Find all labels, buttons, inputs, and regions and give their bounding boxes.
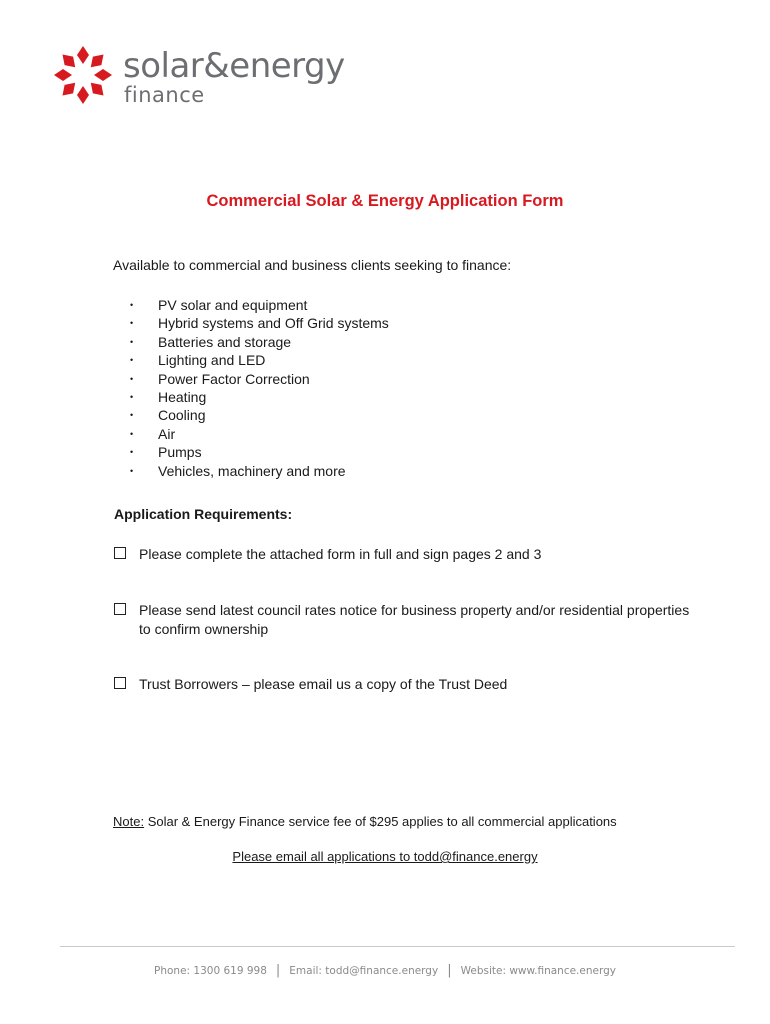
- requirements-heading: Application Requirements:: [114, 506, 293, 522]
- footer-contact: [0, 963, 770, 978]
- list-item-label: Pumps: [158, 444, 202, 461]
- note-label: Note:: [113, 814, 145, 829]
- intro-text: Available to commercial and business clients seeking to finance:: [113, 257, 512, 273]
- fee-note: [113, 814, 617, 829]
- note-text: Solar & Energy Finance service fee of $295 applies to all commercial applications: [144, 814, 617, 829]
- list-item: [130, 388, 389, 406]
- requirement-text: Please complete the attached form in full and sign pages 2 and 3: [139, 546, 542, 562]
- footer-separator: |: [447, 963, 452, 978]
- requirement-checkbox[interactable]: [114, 677, 126, 689]
- list-item-label: Lighting and LED: [158, 352, 266, 369]
- requirement-item-council-rates: [114, 601, 714, 639]
- requirement-text: Please send latest council rates notice for business property and/or residential properties to confirm ownership: [139, 602, 690, 637]
- requirement-text: Trust Borrowers – please email us a copy of the Trust Deed: [139, 676, 508, 692]
- requirement-checkbox[interactable]: [114, 547, 126, 559]
- bullet-icon: •: [130, 447, 134, 458]
- list-item: [130, 406, 389, 424]
- logo-sub-text: finance: [124, 83, 205, 107]
- bullet-icon: •: [130, 373, 134, 384]
- list-item-label: Heating: [158, 388, 207, 405]
- sun-logo-icon: [52, 44, 114, 106]
- list-item: [130, 443, 389, 461]
- bullet-icon: •: [130, 336, 134, 347]
- requirement-item-complete-form: [114, 545, 714, 564]
- list-item: [130, 351, 389, 369]
- list-item: [130, 333, 389, 351]
- bullet-icon: •: [130, 300, 134, 310]
- footer-divider: [60, 946, 735, 947]
- footer-email[interactable]: Email: todd@finance.energy: [289, 965, 439, 977]
- list-item-label: Power Factor Correction: [158, 370, 310, 387]
- requirement-item-trust-deed: [114, 675, 714, 694]
- list-item: [130, 370, 389, 388]
- form-title: Commercial Solar & Energy Application Form: [206, 192, 564, 210]
- bullet-icon: •: [130, 391, 134, 402]
- footer-separator: |: [275, 963, 281, 978]
- list-item-label: Air: [158, 425, 176, 442]
- list-item: [130, 462, 389, 480]
- list-item-label: Batteries and storage: [158, 333, 292, 350]
- bullet-icon: •: [130, 355, 134, 366]
- footer-phone: Phone: 1300 619 998: [154, 965, 267, 977]
- list-item-label: Hybrid systems and Off Grid systems: [158, 315, 389, 332]
- company-logo: [52, 44, 352, 110]
- list-item-label: PV solar and equipment: [158, 297, 308, 313]
- list-item: [130, 314, 389, 332]
- list-item: [130, 296, 389, 314]
- bullet-icon: •: [130, 318, 134, 329]
- bullet-icon: •: [130, 410, 134, 421]
- email-instruction-link[interactable]: Please email all applications to todd@finance.energy: [232, 849, 538, 864]
- requirement-checkbox[interactable]: [114, 603, 126, 615]
- footer-website[interactable]: Website: www.finance.energy: [460, 965, 616, 977]
- finance-items-list: [130, 296, 389, 480]
- list-item-label: Vehicles, machinery and more: [158, 462, 346, 479]
- list-item-label: Cooling: [158, 407, 206, 424]
- list-item: [130, 425, 389, 443]
- bullet-icon: •: [130, 465, 134, 476]
- logo-brand-text: solar&energy: [123, 46, 345, 86]
- bullet-icon: •: [130, 428, 134, 439]
